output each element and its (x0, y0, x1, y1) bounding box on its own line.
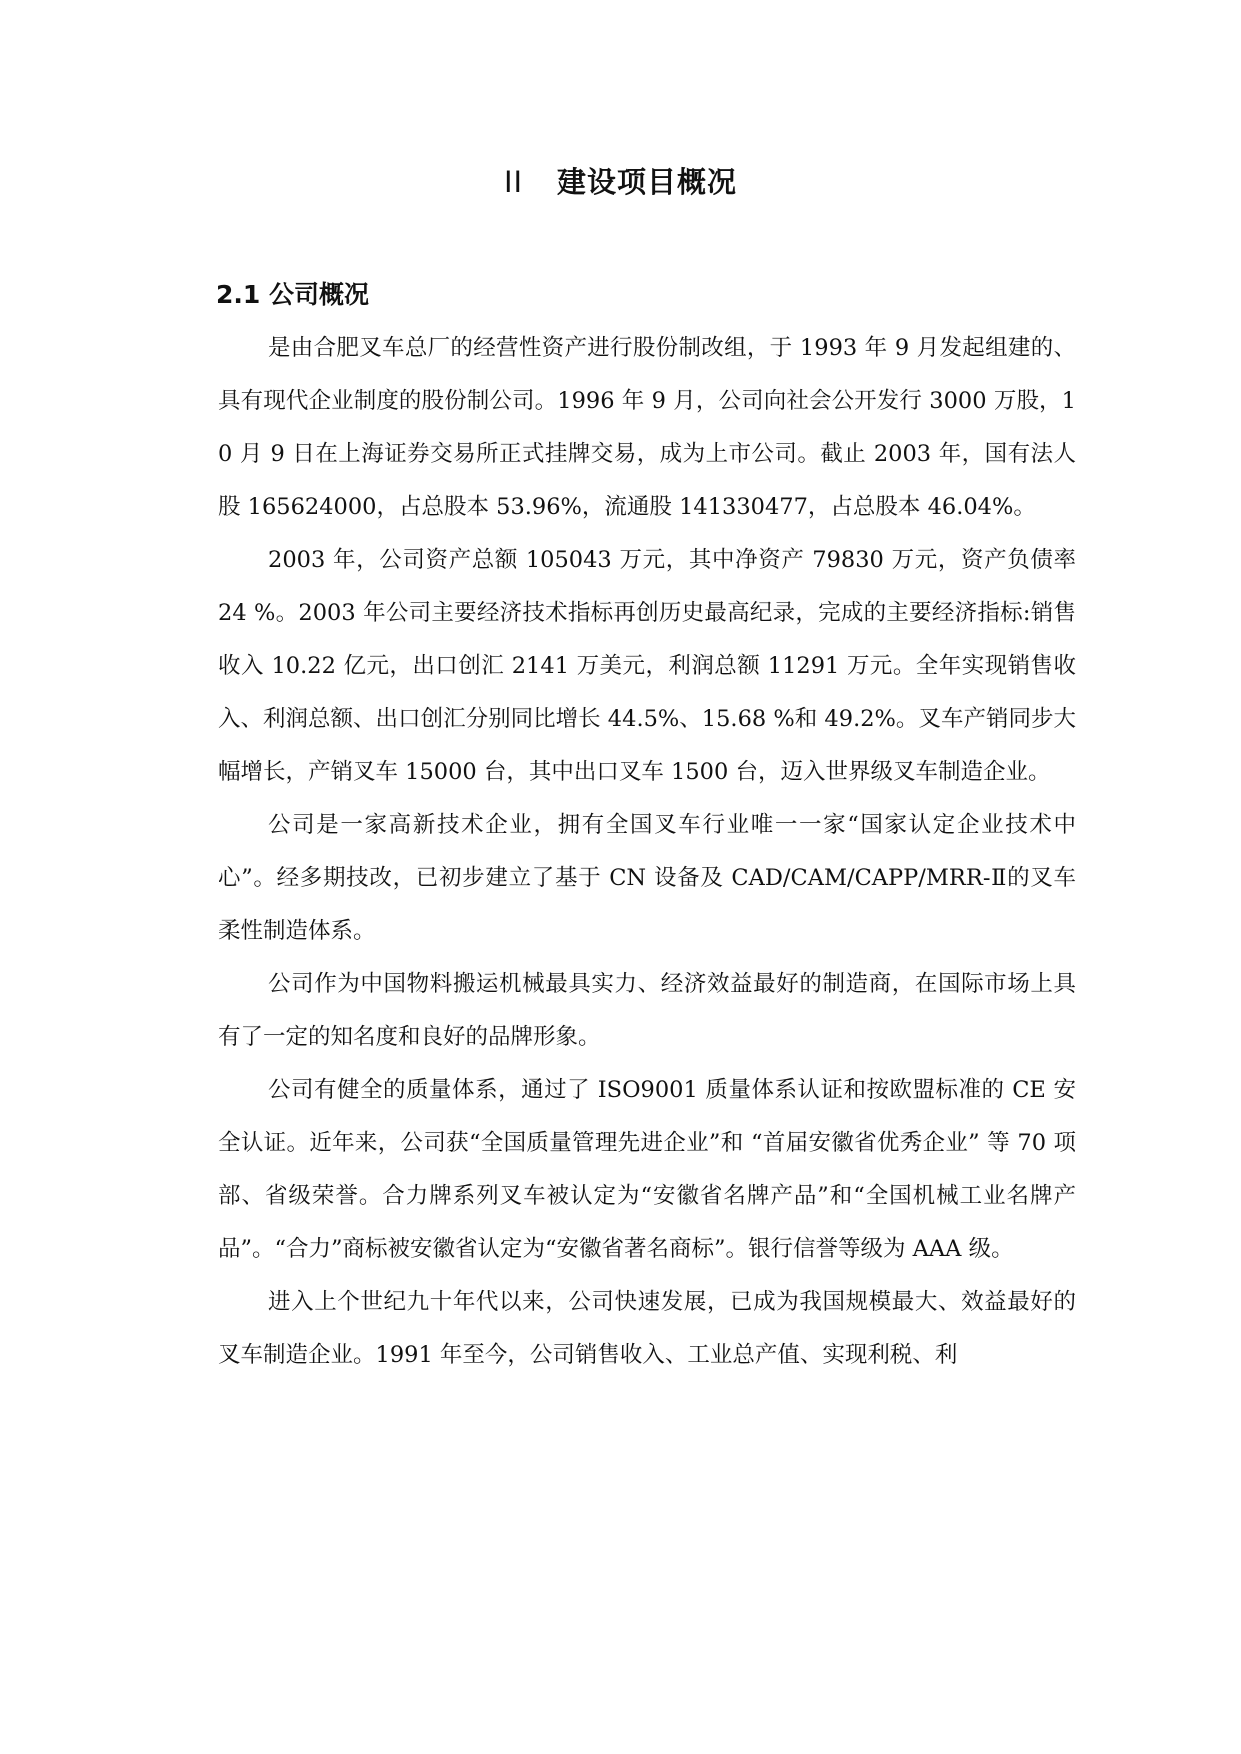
chapter-title-text: 建设项目概况 (557, 165, 738, 199)
paragraph-financials-2003: 2003 年，公司资产总额 105043 万元，其中净资产 79830 万元，资产负债率 24 %。2003 年公司主要经济技术指标再创历史最高纪录，完成的主要经济指标:销售收入 10.22 亿元，出口创汇 2141 万美元，利润总额 11291 万元。全年实现销售收入、利润总额、出口创汇分别同比增长 44.5%、15.68 %和 49.2%。叉车产销同步大幅增长，产销叉车 15000 台，其中出口叉车 1500 台，迈入世界级叉车制造企业。 (218, 547, 1076, 785)
paragraph-company-founding: 是由合肥叉车总厂的经营性资产进行股份制改组，于 1993 年 9 月发起组建的、具有现代企业制度的股份制公司。1996 年 9 月，公司向社会公开发行 3000 万股，10 月 9 日在上海证券交易所正式挂牌交易，成为上市公司。截止 2003 年，国有法人股 165624000，占总股本 53.96%，流通股 141330477，占总股本 46.04%。 (218, 335, 1076, 520)
chapter-number: II (503, 165, 524, 199)
section-heading: 2.1 公司概况 (216, 280, 369, 309)
paragraph-market-position: 公司作为中国物料搬运机械最具实力、经济效益最好的制造商，在国际市场上具有了一定的知名度和良好的品牌形象。 (218, 971, 1076, 1050)
paragraph-quality-honors: 公司有健全的质量体系，通过了 ISO9001 质量体系认证和按欧盟标准的 CE 安全认证。近年来，公司获“全国质量管理先进企业”和 “首届安徽省优秀企业” 等 70 项部、省级荣誉。合力牌系列叉车被认定为“安徽省名牌产品”和“全国机械工业名牌产品”。“合力”商标被安徽省认定为“安徽省著名商标”。银行信誉等级为 AAA 级。 (218, 1077, 1076, 1262)
paragraph-development: 进入上个世纪九十年代以来，公司快速发展，已成为我国规模最大、效益最好的叉车制造企业。1991 年至今，公司销售收入、工业总产值、实现利税、利 (218, 1289, 1076, 1368)
chapter-title (0, 160, 1241, 201)
body-text (218, 322, 1076, 1382)
paragraph-tech-center: 公司是一家高新技术企业，拥有全国叉车行业唯一一家“国家认定企业技术中心”。经多期技改，已初步建立了基于 CN 设备及 CAD/CAM/CAPP/MRR-Ⅱ的叉车柔性制造体系。 (218, 812, 1076, 944)
